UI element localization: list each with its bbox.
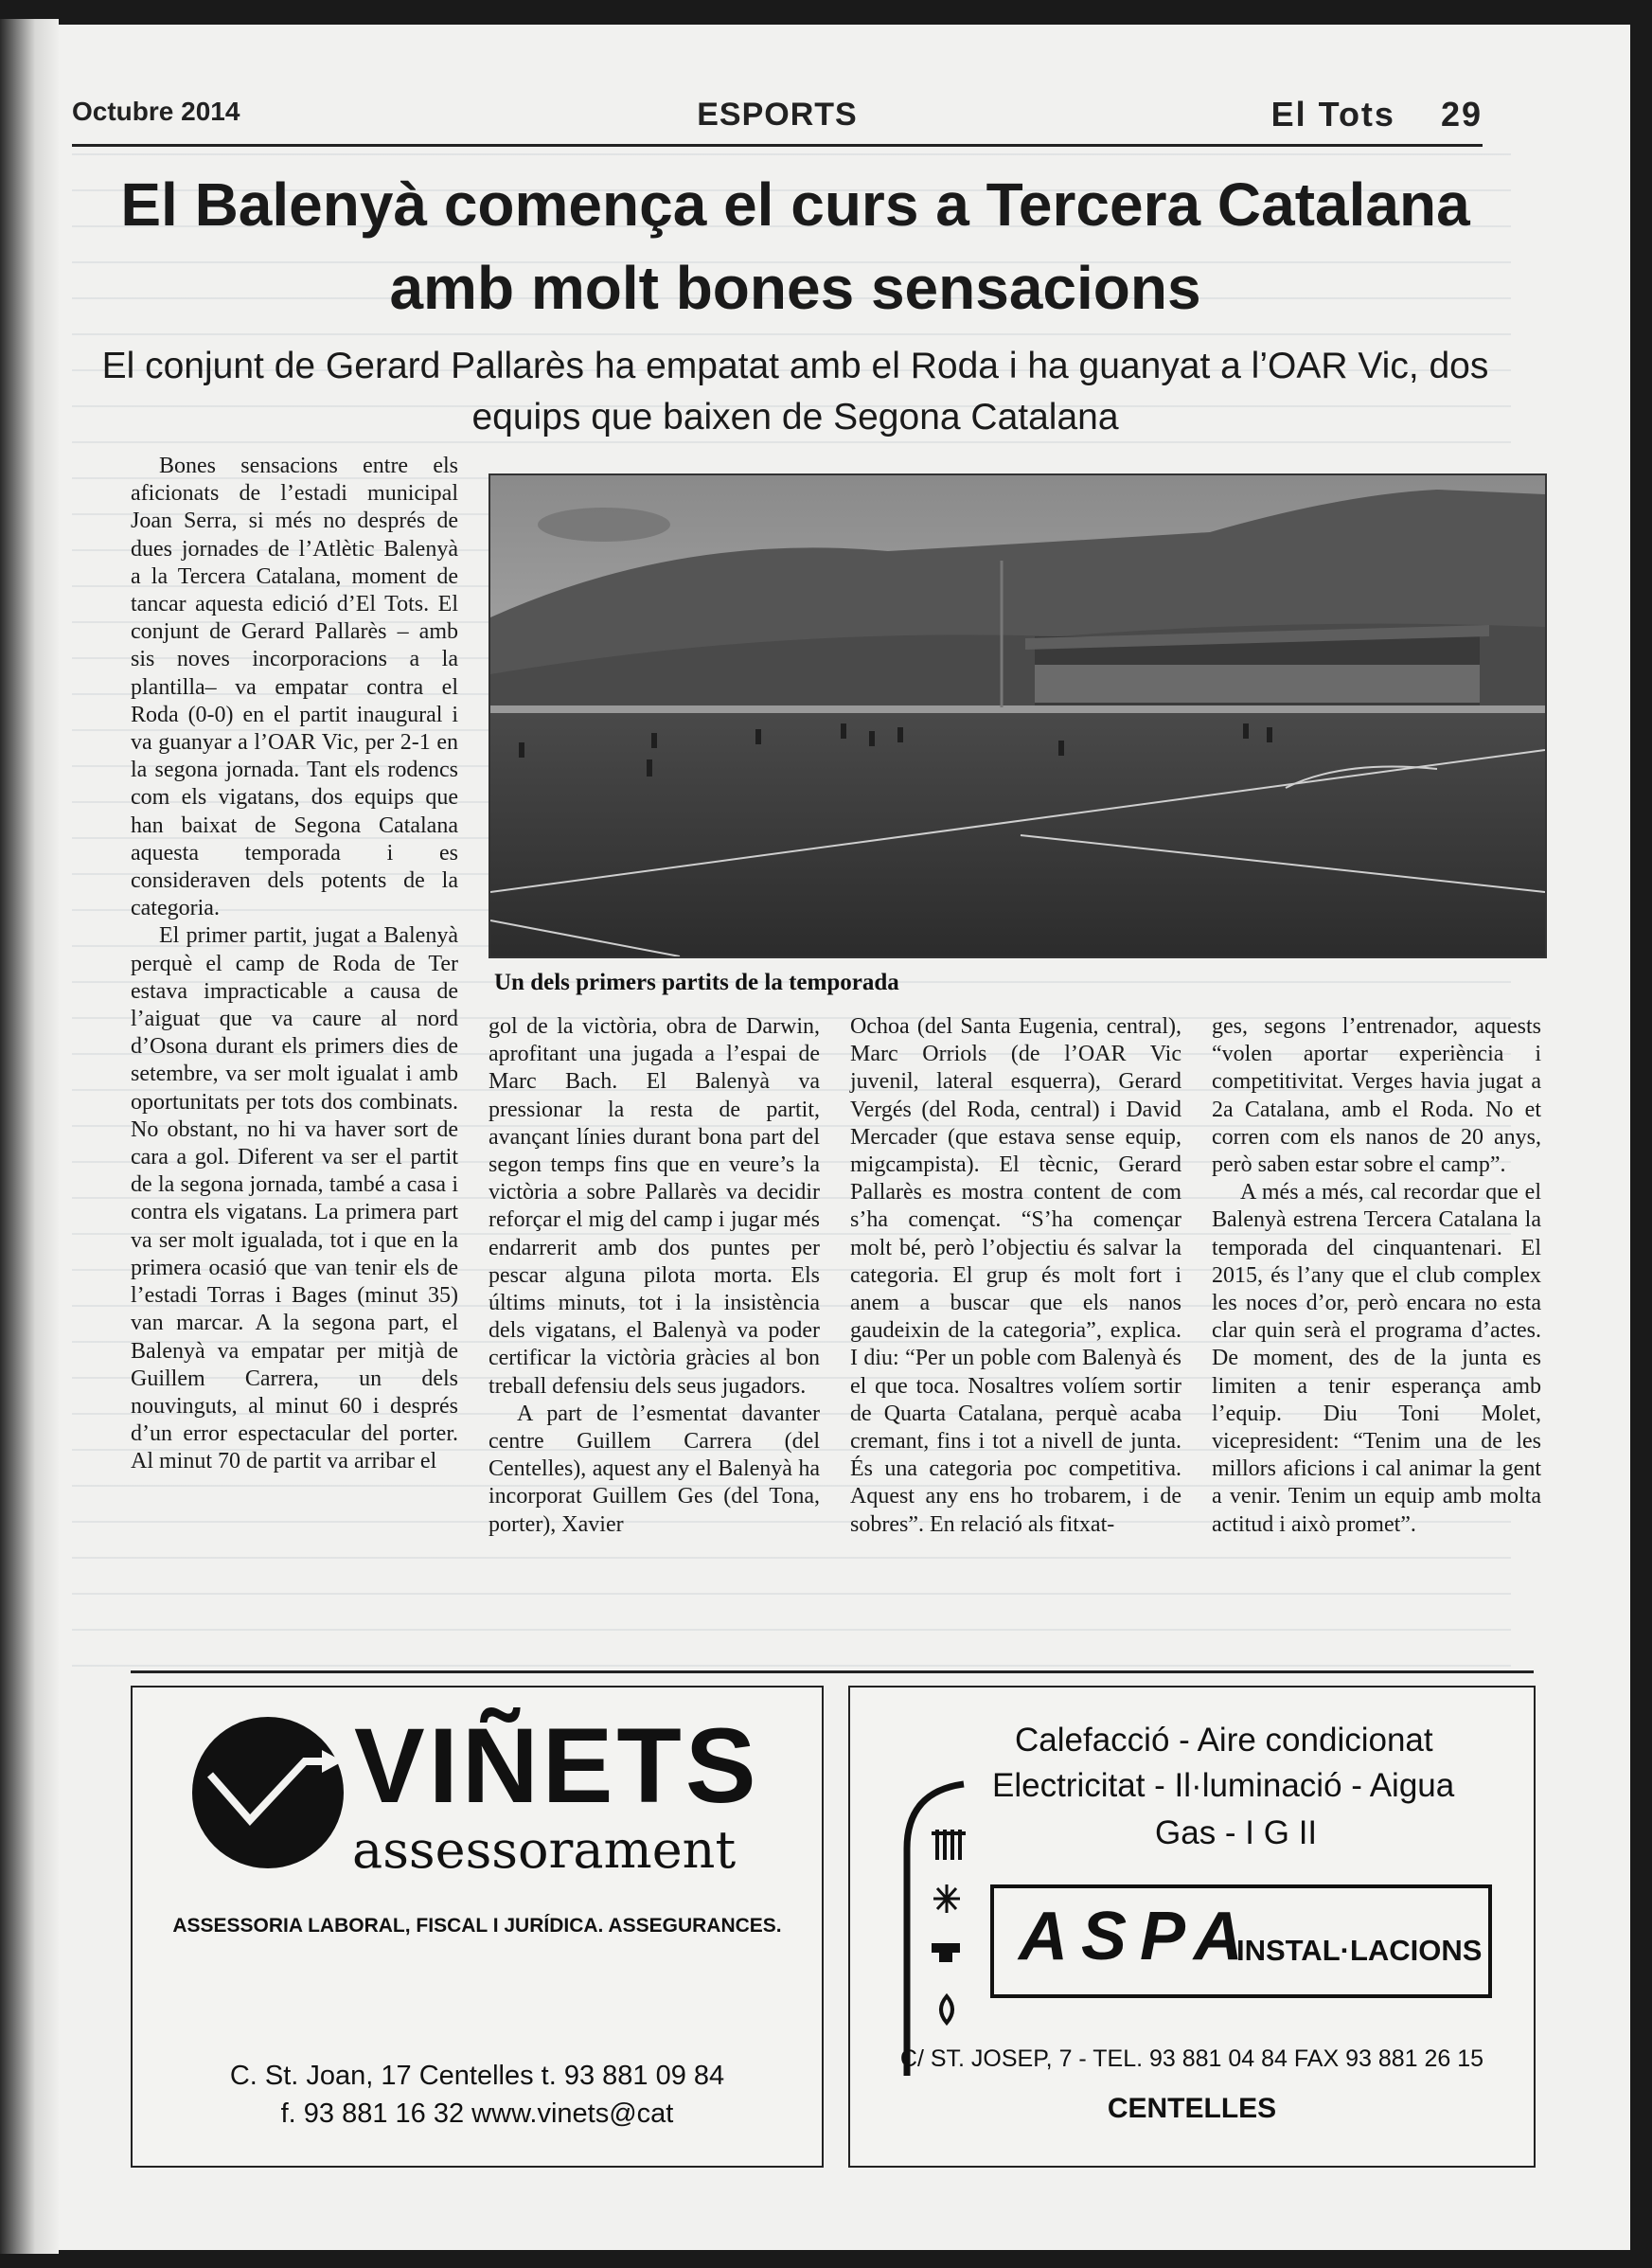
article-column-1 bbox=[131, 453, 458, 1476]
photo-caption: Un dels primers partits de la temporada bbox=[494, 970, 899, 995]
article-column-3 bbox=[850, 1013, 1181, 1539]
vinets-subtitle: assessorament bbox=[352, 1820, 737, 1880]
section-divider bbox=[131, 1670, 1534, 1673]
aspa-logo-box bbox=[990, 1884, 1492, 1998]
football-field-photo bbox=[490, 475, 1545, 956]
publication-block bbox=[1271, 95, 1483, 134]
paragraph: Bones sensacions entre els aficionats de l’estadi municipal Joan Serra, si més no després de dues jornades de l’Atlètic Balenyà a la Tercera Catalana, moment de tancar aquesta edició d’El Tots. El conjunt de Gerard Pallarès – amb sis noves incorporacions a la plantilla– va empatar contra el Roda (0-0) en el partit inaugural i va guanyar a l’OAR Vic, per 2-1 en la segona jornada. Tant els rodencs com els vigatans, dos equips que han baixat de Segona Catalana aquesta temporada i es consideraven dels potents de la categoria. bbox=[131, 454, 458, 921]
page-header bbox=[72, 76, 1483, 147]
paragraph: A més a més, cal recordar que el Balenyà estrena Tercera Catalana la temporada del cinquantenari. El 2015, és l’any que el club complex les noces d’or, però encara no esta clar quin serà el programa d’actes. De moment, des de la junta es limiten a tenir esperança amb l’equip. Diu Toni Molet, vicepresident: “Tenim una de les millors aficions i cal animar la gent a venir. Tenim un equip amb molta actitud i això promet”. bbox=[1212, 1180, 1541, 1537]
article-subheadline: El conjunt de Gerard Pallarès ha empatat amb el Roda i ha guanyat a l’OAR Vic, dos equips que baixen de Segona Catalana bbox=[101, 346, 1489, 438]
pipe-services-icon bbox=[869, 1773, 973, 2085]
binding-spine bbox=[0, 19, 59, 2254]
checkmark-logo-icon bbox=[191, 1716, 345, 1869]
publication-name: El Tots bbox=[1270, 95, 1395, 134]
aspa-advertisement bbox=[848, 1686, 1536, 2168]
match-photo bbox=[488, 473, 1547, 958]
paragraph: ges, segons l’entrenador, aquests “volen aportar experiència i competitivitat. Verges havia jugat a 2a Catalana, amb el Roda. No et corren com els nanos de 20 anys, però saben estar sobre el camp”. bbox=[1212, 1014, 1541, 1178]
vinets-contact: f. 93 881 16 32 www.vinets@cat bbox=[280, 2098, 674, 2129]
aspa-address: C/ ST. JOSEP, 7 - TEL. 93 881 04 84 FAX 93 881 26 15 bbox=[899, 2045, 1484, 2072]
aspa-services-line-3: Gas - I G II bbox=[1155, 1814, 1318, 1851]
aspa-services-line-2: Electricitat - Il·luminació - Aigua bbox=[992, 1767, 1455, 1804]
aspa-tagline: INSTAL·LACIONS bbox=[1236, 1934, 1483, 1967]
section-title: ESPORTS bbox=[697, 97, 858, 133]
aspa-services-line-1: Calefacció - Aire condicionat bbox=[1015, 1722, 1433, 1759]
page-number: 29 bbox=[1440, 95, 1483, 134]
article-column-2 bbox=[488, 1013, 820, 1539]
vinets-advertisement bbox=[131, 1686, 824, 2168]
paragraph: A part de l’esmentat davanter centre Guillem Carrera (del Centelles), aquest any el Balenyà ha incorporat Guillem Ges (del Tona, porter), Xavier bbox=[488, 1401, 820, 1537]
vinets-address: C. St. Joan, 17 Centelles t. 93 881 09 84 bbox=[229, 2061, 725, 2091]
aspa-logo: ASPA bbox=[1019, 1899, 1256, 1974]
paragraph: Ochoa (del Santa Eugenia, central), Marc Orriols (de l’OAR Vic juvenil, lateral esquerra), Gerard Vergés (del Roda, central) i David Mercader (que estava sense equip, migcampista). El tècnic, Gerard Pallarès es mostra content de com s’ha començat. “S’ha començar molt bé, però l’objectiu és salvar la categoria. El grup és molt fort i anem a buscar que els nanos gaudeixin de la categoria”, explica. I diu: “Per un poble com Balenyà és el que toca. Nosaltres volíem sortir de Quarta Catalana, perquè acaba cremant, fins i tot a nivell de junta. És una categoria poc competitiva. Aquest any ens ho trobarem, i de sobres”. En relació als fitxat- bbox=[850, 1014, 1181, 1537]
paragraph: El primer partit, jugat a Balenyà perquè el camp de Roda de Ter estava impracticable a causa de l’aiguat que va caure al nord d’Osona durant els primers dies de setembre, va ser molt igualat i amb oportunitats per tots dos combinats. No obstant, no hi va haver sort de cara a gol. Diferent va ser el partit de la segona jornada, també a casa i contra els vigatans. La primera part va ser molt igualada, tot i que en la primera ocasió que van tenir els de l’estadi Torras i Bages (minut 35) van marcar. A la segona part, el Balenyà va empatar per mitjà de Guillem Carrera, un dels nouvinguts, al minut 60 i després d’un error espectacular del porter. Al minut 70 de partit va arribar el bbox=[131, 923, 458, 1474]
vinets-services: ASSESSORIA LABORAL, FISCAL I JURÍDICA. ASSEGURANCES. bbox=[172, 1915, 782, 1937]
vinets-brand-name: VIÑETS bbox=[354, 1706, 760, 1825]
issue-date: Octubre 2014 bbox=[72, 97, 240, 126]
article-headline: El Balenyà comença el curs a Tercera Catalana amb molt bones sensacions bbox=[120, 170, 1470, 322]
paragraph: gol de la victòria, obra de Darwin, aprofitant una jugada a l’espai de Marc Bach. El Balenyà va pressionar la resta de partit, avançant línies durant bona part del segon temps fins que en veure’s la victòria a sobre Pallarès va decidir reforçar el mig del camp i jugar més endarrerit amb dos puntes per pescar alguna pilota morta. Els últims minuts, tot i la insistència dels vigatans, el Balenyà va poder certificar la victòria gràcies al bon treball defensiu dels seus jugadors. bbox=[488, 1014, 820, 1399]
aspa-town: CENTELLES bbox=[1107, 2093, 1277, 2124]
article-column-4 bbox=[1212, 1013, 1541, 1539]
